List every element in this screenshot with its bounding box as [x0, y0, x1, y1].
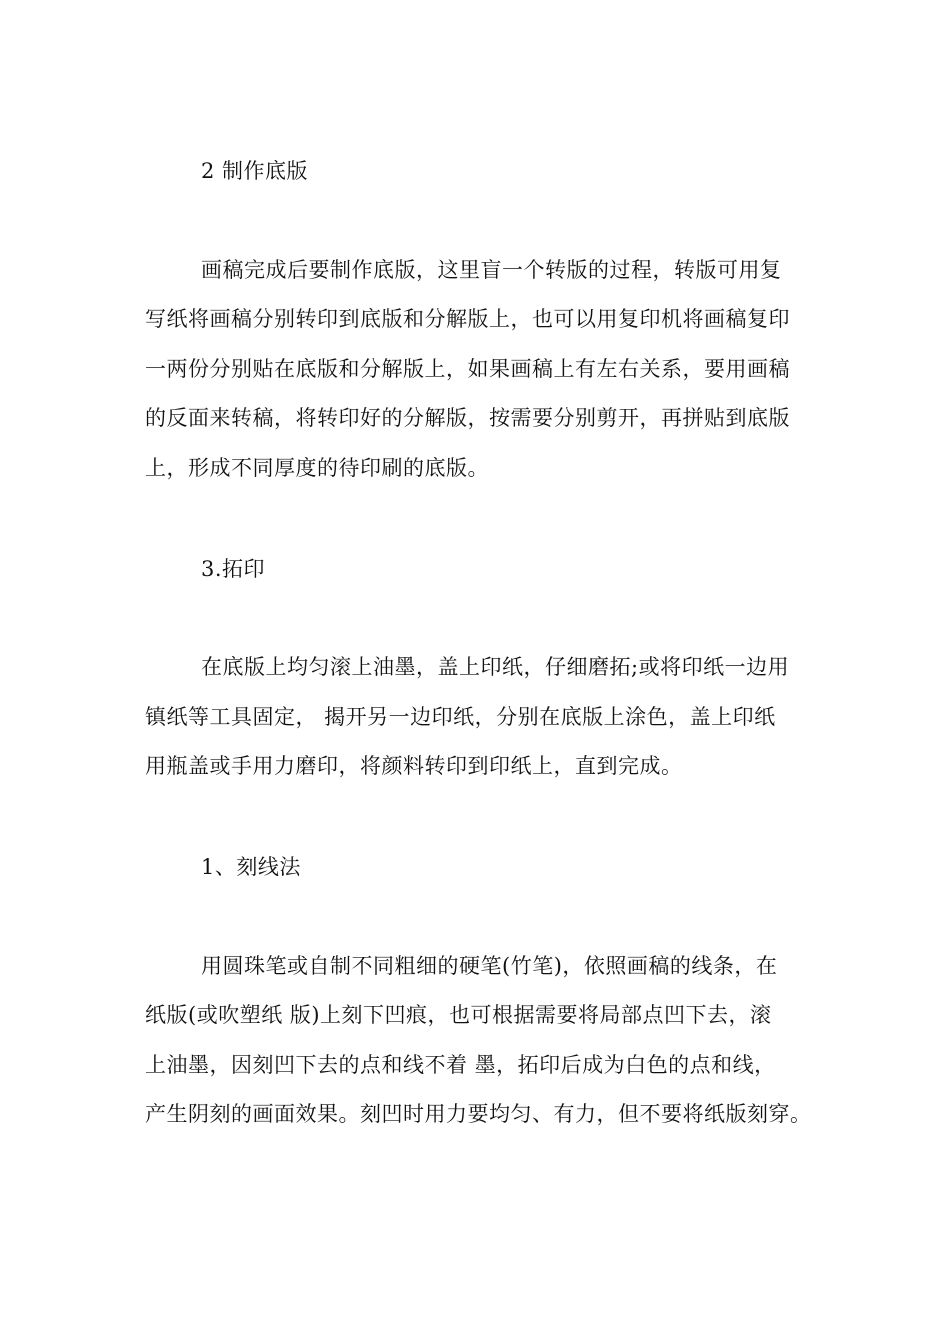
section-heading-engraving-method: 1、刻线法	[201, 855, 301, 879]
paragraph-line: 一两份分别贴在底版和分解版上，如果画稿上有左右关系，要用画稿	[145, 357, 790, 381]
paragraph-line: 写纸将画稿分别转印到底版和分解版上，也可以用复印机将画稿复印	[145, 307, 790, 331]
section-heading-make-base-plate: 2 制作底版	[201, 159, 309, 183]
paragraph-line: 纸版(或吹塑纸 版)上刻下凹痕，也可根据需要将局部点凹下去，滚	[145, 1003, 772, 1027]
paragraph-line: 用圆珠笔或自制不同粗细的硬笔(竹笔)，依照画稿的线条，在	[201, 954, 778, 978]
paragraph-line: 用瓶盖或手用力磨印，将颜料转印到印纸上，直到完成。	[145, 754, 683, 778]
paragraph-line: 的反面来转稿，将转印好的分解版，按需要分别剪开，再拼贴到底版	[145, 406, 790, 430]
paragraph-line: 上油墨，因刻凹下去的点和线不着 墨，拓印后成为白色的点和线，	[145, 1053, 776, 1077]
paragraph-line: 上，形成不同厚度的待印刷的底版。	[145, 456, 489, 480]
paragraph-line: 产生阴刻的画面效果。刻凹时用力要均匀、有力，但不要将纸版刻穿。	[145, 1102, 812, 1126]
section-heading-rubbing: 3.拓印	[201, 557, 266, 581]
paragraph-line: 在底版上均匀滚上油墨，盖上印纸，仔细磨拓;或将印纸一边用	[201, 655, 790, 679]
paragraph-line: 镇纸等工具固定， 揭开另一边印纸，分别在底版上涂色，盖上印纸	[145, 705, 776, 729]
paragraph-line: 画稿完成后要制作底版，这里盲一个转版的过程，转版可用复	[201, 258, 782, 282]
